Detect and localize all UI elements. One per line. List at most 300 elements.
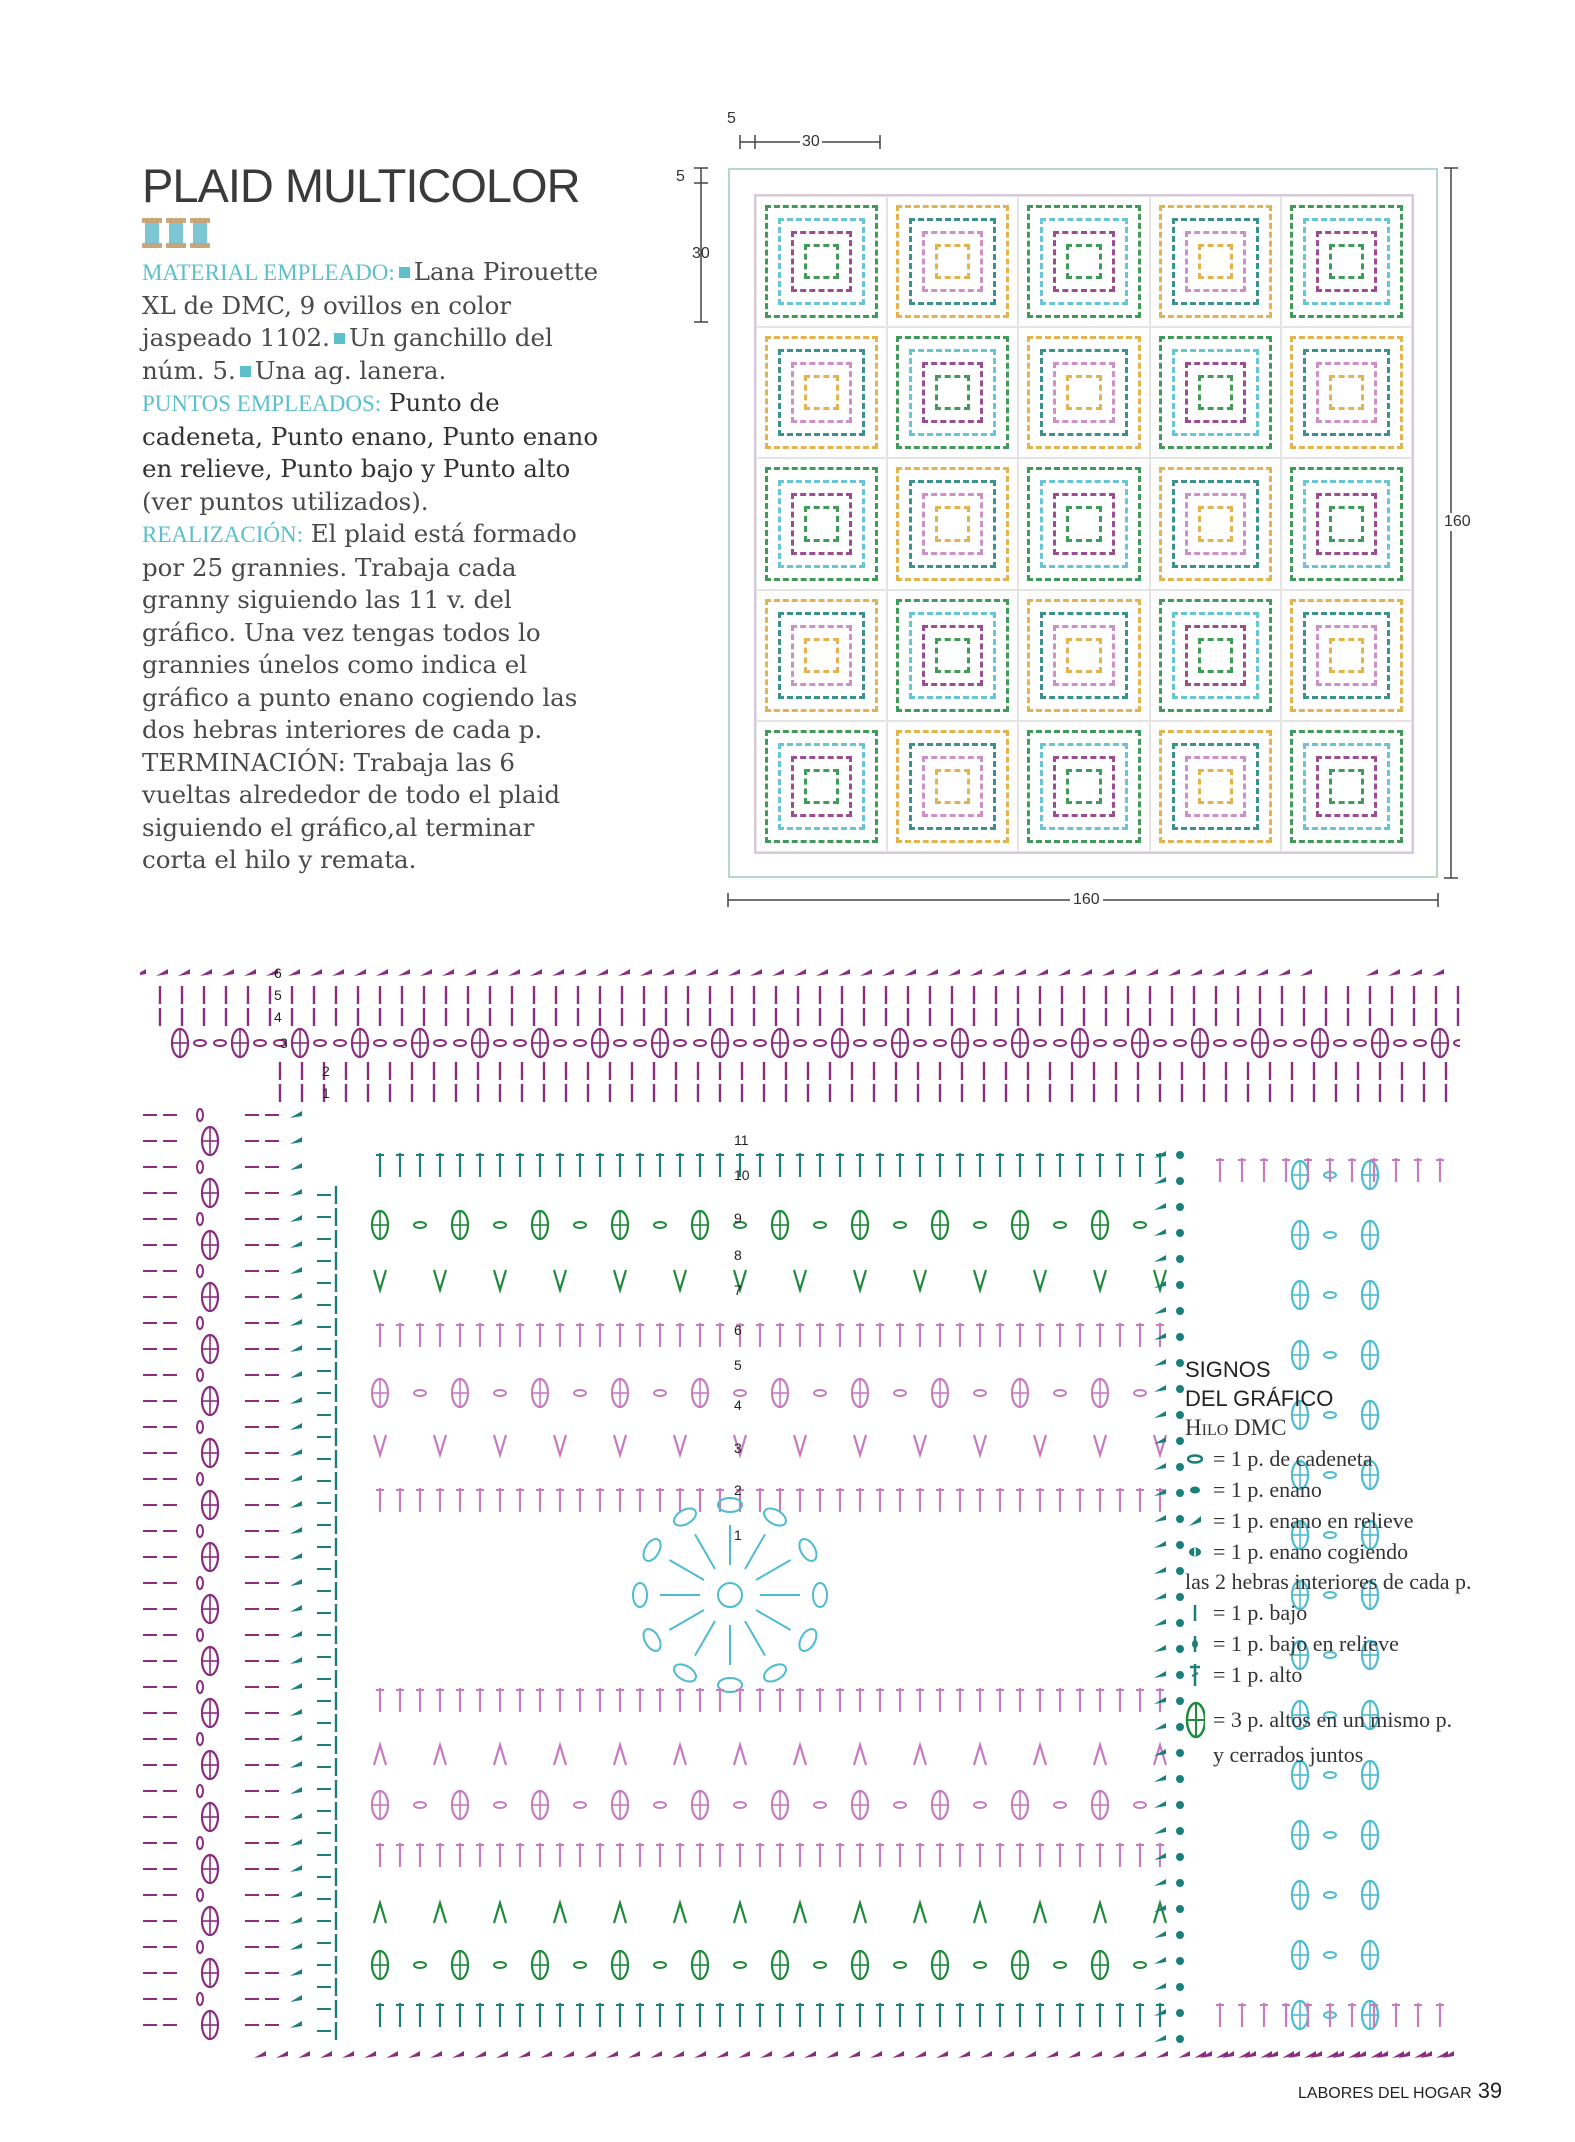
slip-stitch-mark: [290, 1267, 302, 1274]
plaid-diagram: [728, 168, 1438, 878]
v-stitch-mark: [494, 1435, 506, 1455]
v-stitch-mark: [494, 1903, 506, 1923]
v-stitch-mark: [1094, 1270, 1106, 1290]
square-bullet-icon: [334, 333, 345, 344]
slip-stitch-mark: [222, 969, 234, 976]
v-stitch-mark: [794, 1903, 806, 1923]
join-mark: [1176, 1879, 1184, 1887]
cluster-icon: [1185, 1700, 1205, 1740]
chain-mark: [414, 1802, 426, 1808]
v-stitch-mark: [674, 1435, 686, 1455]
material-paragraph: [142, 256, 602, 387]
chain-mark: [434, 1040, 446, 1046]
instructions: [142, 256, 602, 877]
center-cluster-mark: [761, 1505, 789, 1529]
chain-mark: [754, 1040, 766, 1046]
granny-square: [1150, 721, 1281, 852]
dim-left-small: 5: [676, 168, 685, 185]
chain-mark: [1134, 1802, 1146, 1808]
join-slip-stitch-icon: [1185, 1546, 1205, 1558]
dim-bottom: 160: [1070, 891, 1103, 909]
legend-text: = 3 p. altos en un mismo p.: [1213, 1707, 1453, 1732]
puntos-paragraph: [142, 387, 602, 518]
v-stitch-mark: [494, 1270, 506, 1290]
puntos-bold: Punto de cadeneta, Punto enano, Punto enano en relieve, Punto bajo y Punto alto: [142, 388, 599, 483]
v-stitch-mark: [1094, 1745, 1106, 1765]
slip-stitch-mark: [628, 2051, 640, 2058]
round-number: 4: [274, 1009, 282, 1025]
granny-square: [1018, 196, 1149, 327]
slip-stitch-mark: [290, 1527, 302, 1534]
chain-mark: [454, 1040, 466, 1046]
chain-mark: [654, 1222, 666, 1228]
slip-stitch-mark: [1388, 969, 1400, 976]
join-mark: [1176, 1203, 1184, 1211]
join-mark: [1176, 1541, 1184, 1549]
slip-stitch-mark: [290, 1943, 302, 1950]
slip-stitch-mark: [1090, 2051, 1102, 2058]
spool-icon: [142, 218, 162, 248]
center-cluster-mark: [718, 1498, 742, 1512]
chain-mark: [1054, 1802, 1066, 1808]
slip-stitch-mark: [958, 2051, 970, 2058]
difficulty-spools: [142, 218, 210, 248]
chart-legend: [1185, 1355, 1545, 1770]
slip-stitch-mark: [684, 969, 696, 976]
slip-stitch-mark: [948, 969, 960, 976]
slip-stitch-mark: [1154, 1983, 1166, 1990]
slip-stitch-mark: [1234, 969, 1246, 976]
v-stitch-mark: [734, 1745, 746, 1765]
join-mark: [1176, 1671, 1184, 1679]
slip-stitch-mark: [376, 969, 388, 976]
slip-stitch-mark: [826, 2051, 838, 2058]
realizacion-text: El plaid está formado por 25 grannies. Trabaja cada granny siguiendo las 11 v. del gráfico. Una vez tengas todos lo grannies únelos como indica el gráfico a punto enano cogiendo las dos hebras interiores de cada p.: [142, 519, 578, 744]
join-mark: [1176, 1333, 1184, 1341]
chain-mark: [494, 1390, 506, 1396]
chain-mark: [197, 1473, 203, 1485]
v-stitch-mark: [974, 1270, 986, 1290]
chain-mark: [574, 1962, 586, 1968]
realizacion-paragraph: [142, 518, 602, 747]
slip-stitch-mark: [430, 2051, 442, 2058]
chain-mark: [1054, 1390, 1066, 1396]
legend-text: = 1 p. bajo en relieve: [1213, 1631, 1399, 1656]
chain-mark: [1054, 1962, 1066, 1968]
legend-text: = 1 p. enano cogiendo: [1213, 1539, 1409, 1564]
join-mark: [1176, 1567, 1184, 1575]
round-number: 7: [734, 1282, 742, 1298]
v-stitch-mark: [434, 1270, 446, 1290]
v-stitch-mark: [1094, 1903, 1106, 1923]
chain-mark: [494, 1222, 506, 1228]
center-cluster-mark: [640, 1536, 664, 1564]
join-mark: [1176, 1983, 1184, 1991]
slip-stitch-mark: [1154, 1359, 1166, 1366]
slip-stitch-mark: [310, 969, 322, 976]
chain-mark: [974, 1390, 986, 1396]
join-mark: [1176, 1437, 1184, 1445]
slip-stitch-mark: [1178, 2051, 1190, 2058]
slip-stitch-mark: [914, 2051, 926, 2058]
chain-mark: [674, 1040, 686, 1046]
legend-row: [1185, 1444, 1545, 1474]
v-stitch-mark: [1034, 1903, 1046, 1923]
slip-stitch-mark: [870, 2051, 882, 2058]
chain-mark: [414, 1222, 426, 1228]
center-cluster-mark: [633, 1583, 647, 1607]
slip-stitch-mark: [290, 1657, 302, 1664]
chain-mark: [197, 1785, 203, 1797]
slip-stitch-mark: [1154, 1463, 1166, 1470]
chain-mark: [1324, 1772, 1336, 1778]
slip-stitch-mark: [1124, 969, 1136, 976]
chain-mark: [374, 1040, 386, 1046]
granny-square: [1018, 721, 1149, 852]
chain-mark: [574, 1222, 586, 1228]
slip-stitch-mark: [156, 969, 168, 976]
center-stitch-mark: [669, 1560, 704, 1580]
granny-square: [1018, 458, 1149, 589]
slip-stitch-mark: [290, 1501, 302, 1508]
round-number: 10: [734, 1167, 750, 1183]
slip-stitch-mark: [1190, 969, 1202, 976]
chain-mark: [734, 1962, 746, 1968]
join-mark: [1176, 1255, 1184, 1263]
join-mark: [1176, 1775, 1184, 1783]
slip-stitch-mark: [290, 1319, 302, 1326]
join-mark: [1176, 2035, 1184, 2043]
slip-stitch-mark: [562, 2051, 574, 2058]
chain-mark: [1214, 1040, 1226, 1046]
slip-stitch-mark: [738, 2051, 750, 2058]
round-number: 6: [274, 965, 282, 981]
slip-stitch-mark: [760, 2051, 772, 2058]
chain-mark: [794, 1040, 806, 1046]
center-stitch-mark: [695, 1534, 715, 1569]
center-stitch-mark: [745, 1621, 765, 1656]
chain-mark: [574, 1390, 586, 1396]
slip-stitch-mark: [290, 1891, 302, 1898]
granny-square: [887, 327, 1018, 458]
chain-mark: [197, 1681, 203, 1693]
join-mark: [1176, 1905, 1184, 1913]
square-bullet-icon: [399, 267, 410, 278]
slip-stitch-mark: [290, 1241, 302, 1248]
chain-mark: [1324, 1952, 1336, 1958]
v-stitch-mark: [854, 1903, 866, 1923]
chain-mark: [314, 1040, 326, 1046]
material-text-2: Un ganchillo del núm. 5.: [142, 323, 553, 385]
legend-text: y cerrados juntos: [1213, 1742, 1364, 1767]
chain-mark: [974, 1040, 986, 1046]
granny-square: [1150, 590, 1281, 721]
chain-mark: [197, 1993, 203, 2005]
slip-stitch-mark: [1154, 1307, 1166, 1314]
granny-square: [1281, 458, 1412, 589]
slip-stitch-mark: [290, 1865, 302, 1872]
round-number: 8: [734, 1247, 742, 1263]
chain-mark: [814, 1390, 826, 1396]
v-stitch-mark: [494, 1745, 506, 1765]
chain-mark: [1324, 1892, 1336, 1898]
chain-mark: [734, 1040, 746, 1046]
v-stitch-mark: [374, 1270, 386, 1290]
page-title: PLAID MULTICOLOR: [142, 159, 580, 212]
chain-mark: [197, 1733, 203, 1745]
chain-mark: [814, 1962, 826, 1968]
join-mark: [1176, 1827, 1184, 1835]
chain-mark: [894, 1962, 906, 1968]
slip-stitch-mark: [1432, 969, 1444, 976]
chain-mark: [254, 1040, 266, 1046]
chain-mark: [814, 1802, 826, 1808]
join-mark: [1176, 1151, 1184, 1159]
chain-mark: [994, 1040, 1006, 1046]
square-bullet-icon: [240, 366, 251, 377]
slip-stitch-mark: [716, 2051, 728, 2058]
center-cluster-mark: [671, 1505, 699, 1529]
double-crochet-icon: [1185, 1662, 1205, 1688]
slip-stitch-mark: [290, 1683, 302, 1690]
slip-stitch-mark: [420, 969, 432, 976]
chain-mark: [197, 1109, 203, 1121]
v-stitch-mark: [374, 1903, 386, 1923]
slip-stitch-mark: [1080, 969, 1092, 976]
chain-mark: [514, 1040, 526, 1046]
slip-stitch-mark: [290, 1761, 302, 1768]
slip-stitch-mark: [540, 2051, 552, 2058]
chain-mark: [654, 1802, 666, 1808]
chain-mark: [574, 1040, 586, 1046]
slip-stitch-mark: [926, 969, 938, 976]
slip-stitch-mark: [1046, 2051, 1058, 2058]
slip-stitch-mark: [1024, 2051, 1036, 2058]
v-stitch-mark: [674, 1903, 686, 1923]
slip-stitch-mark: [364, 2051, 376, 2058]
chain-mark: [1134, 1222, 1146, 1228]
slip-stitch-mark: [1154, 1151, 1166, 1158]
chain-mark: [1134, 1962, 1146, 1968]
granny-square: [1281, 721, 1412, 852]
slip-stitch-mark: [980, 2051, 992, 2058]
chain-mark: [494, 1962, 506, 1968]
chain-mark: [197, 1265, 203, 1277]
slip-stitch-mark: [332, 969, 344, 976]
center-ring: [718, 1583, 742, 1607]
chain-mark: [1324, 1232, 1336, 1238]
slip-stitch-mark: [398, 969, 410, 976]
v-stitch-mark: [794, 1435, 806, 1455]
v-stitch-mark: [434, 1903, 446, 1923]
slip-stitch-mark: [1168, 969, 1180, 976]
slip-stitch-mark: [1154, 1385, 1166, 1392]
slip-stitch-mark: [1156, 2051, 1168, 2058]
v-stitch-mark: [554, 1270, 566, 1290]
chain-mark: [914, 1040, 926, 1046]
slip-stitch-mark: [804, 2051, 816, 2058]
join-mark: [1176, 1463, 1184, 1471]
material-label: MATERIAL EMPLEADO:: [142, 260, 395, 285]
slip-stitch-mark: [584, 2051, 596, 2058]
slip-stitch-mark: [936, 2051, 948, 2058]
join-mark: [1176, 1931, 1184, 1939]
chain-mark: [1274, 1040, 1286, 1046]
chain-mark: [1294, 1040, 1306, 1046]
terminacion-paragraph: TERMINACIÓN: Trabaja las 6 vueltas alrededor de todo el plaid siguiendo el gráfico,al terminar corta el hilo y remata.: [142, 747, 561, 874]
spool-icon: [190, 218, 210, 248]
chain-mark: [1154, 1040, 1166, 1046]
join-mark: [1176, 1515, 1184, 1523]
granny-square: [756, 196, 887, 327]
v-stitch-mark: [1034, 1435, 1046, 1455]
chain-mark: [1054, 1222, 1066, 1228]
round-number: 3: [280, 1035, 288, 1051]
slip-stitch-mark: [290, 1163, 302, 1170]
chain-mark: [574, 1802, 586, 1808]
page-footer: [1298, 2078, 1502, 2104]
slip-stitch-mark: [290, 1215, 302, 1222]
chain-mark: [894, 1802, 906, 1808]
legend-row: [1185, 1660, 1545, 1690]
legend-row: [1185, 1506, 1545, 1536]
slip-stitch-mark: [1366, 969, 1378, 976]
chain-mark: [734, 1802, 746, 1808]
slip-stitch-icon: [1185, 1485, 1205, 1495]
v-stitch-mark: [1154, 1903, 1166, 1923]
v-stitch-mark: [974, 1903, 986, 1923]
relief-single-crochet-icon: [1185, 1634, 1205, 1654]
slip-stitch-mark: [408, 2051, 420, 2058]
slip-stitch-mark: [200, 969, 212, 976]
join-mark: [1176, 1307, 1184, 1315]
slip-stitch-mark: [1154, 1229, 1166, 1236]
chain-mark: [894, 1222, 906, 1228]
slip-stitch-mark: [640, 969, 652, 976]
dim-left-big: 30: [692, 245, 710, 262]
granny-square: [756, 458, 887, 589]
slip-stitch-mark: [288, 969, 300, 976]
slip-stitch-mark: [1154, 1801, 1166, 1808]
chain-mark: [197, 1369, 203, 1381]
slip-stitch-mark: [892, 2051, 904, 2058]
chain-mark: [974, 1222, 986, 1228]
slip-stitch-mark: [650, 2051, 662, 2058]
slip-stitch-mark: [1154, 1541, 1166, 1548]
chain-mark: [494, 1802, 506, 1808]
join-mark: [1176, 1385, 1184, 1393]
center-stitch-mark: [745, 1534, 765, 1569]
join-mark: [1176, 1359, 1184, 1367]
slip-stitch-mark: [1300, 969, 1312, 976]
slip-stitch-mark: [1002, 2051, 1014, 2058]
slip-stitch-mark: [860, 969, 872, 976]
slip-stitch-mark: [1256, 969, 1268, 976]
granny-square: [1018, 590, 1149, 721]
v-stitch-mark: [1034, 1270, 1046, 1290]
chain-mark: [554, 1040, 566, 1046]
slip-stitch-mark: [816, 969, 828, 976]
slip-stitch-mark: [1154, 1411, 1166, 1418]
chain-mark: [1234, 1040, 1246, 1046]
slip-stitch-mark: [140, 969, 146, 976]
slip-stitch-mark: [848, 2051, 860, 2058]
slip-stitch-mark: [1154, 1567, 1166, 1574]
granny-grid: [754, 194, 1414, 854]
slip-stitch-mark: [290, 1371, 302, 1378]
v-stitch-mark: [1094, 1435, 1106, 1455]
round-number: 2: [322, 1063, 330, 1079]
slip-stitch-mark: [386, 2051, 398, 2058]
chain-mark: [854, 1040, 866, 1046]
chain-mark: [197, 1577, 203, 1589]
relief-slip-stitch-icon: [1185, 1514, 1205, 1528]
slip-stitch-mark: [838, 969, 850, 976]
join-mark: [1176, 2009, 1184, 2017]
v-stitch-mark: [434, 1435, 446, 1455]
chain-mark: [974, 1802, 986, 1808]
join-mark: [1176, 1229, 1184, 1237]
chain-mark: [1354, 1040, 1366, 1046]
legend-row: [1185, 1700, 1545, 1740]
legend-text: = 1 p. enano: [1213, 1477, 1322, 1502]
slip-stitch-mark: [290, 1449, 302, 1456]
slip-stitch-mark: [486, 969, 498, 976]
v-stitch-mark: [554, 1745, 566, 1765]
legend-title-2: DEL GRÁFICO: [1185, 1386, 1334, 1411]
v-stitch-mark: [1154, 1435, 1166, 1455]
join-mark: [1176, 1801, 1184, 1809]
slip-stitch-mark: [1036, 969, 1048, 976]
granny-square: [1150, 327, 1281, 458]
center-stitch-mark: [695, 1621, 715, 1656]
slip-stitch-mark: [474, 2051, 486, 2058]
v-stitch-mark: [854, 1270, 866, 1290]
slip-stitch-mark: [1154, 1619, 1166, 1626]
granny-square: [887, 458, 1018, 589]
chain-mark: [197, 1941, 203, 1953]
slip-stitch-mark: [1146, 969, 1158, 976]
chain-mark: [694, 1040, 706, 1046]
legend-row: [1185, 1537, 1545, 1567]
chain-mark: [1094, 1040, 1106, 1046]
chain-mark: [1174, 1040, 1186, 1046]
round-number: 11: [734, 1132, 749, 1148]
granny-square: [756, 590, 887, 721]
slip-stitch-mark: [694, 2051, 706, 2058]
v-stitch-mark: [614, 1745, 626, 1765]
slip-stitch-mark: [1154, 1931, 1166, 1938]
chain-mark: [494, 1040, 506, 1046]
chain-mark: [1054, 1040, 1066, 1046]
slip-stitch-mark: [596, 969, 608, 976]
v-stitch-mark: [794, 1270, 806, 1290]
round-number: 1: [734, 1527, 742, 1543]
legend-text: = 1 p. alto: [1213, 1662, 1303, 1687]
chain-mark: [214, 1040, 226, 1046]
slip-stitch-mark: [1014, 969, 1026, 976]
center-cluster-mark: [813, 1583, 827, 1607]
slip-stitch-mark: [1154, 1723, 1166, 1730]
slip-stitch-mark: [1058, 969, 1070, 976]
slip-stitch-mark: [290, 2021, 302, 2028]
join-mark: [1176, 1411, 1184, 1419]
slip-stitch-mark: [574, 969, 586, 976]
granny-square: [1150, 196, 1281, 327]
chain-mark: [197, 1161, 203, 1173]
slip-stitch-mark: [290, 1605, 302, 1612]
slip-stitch-mark: [464, 969, 476, 976]
